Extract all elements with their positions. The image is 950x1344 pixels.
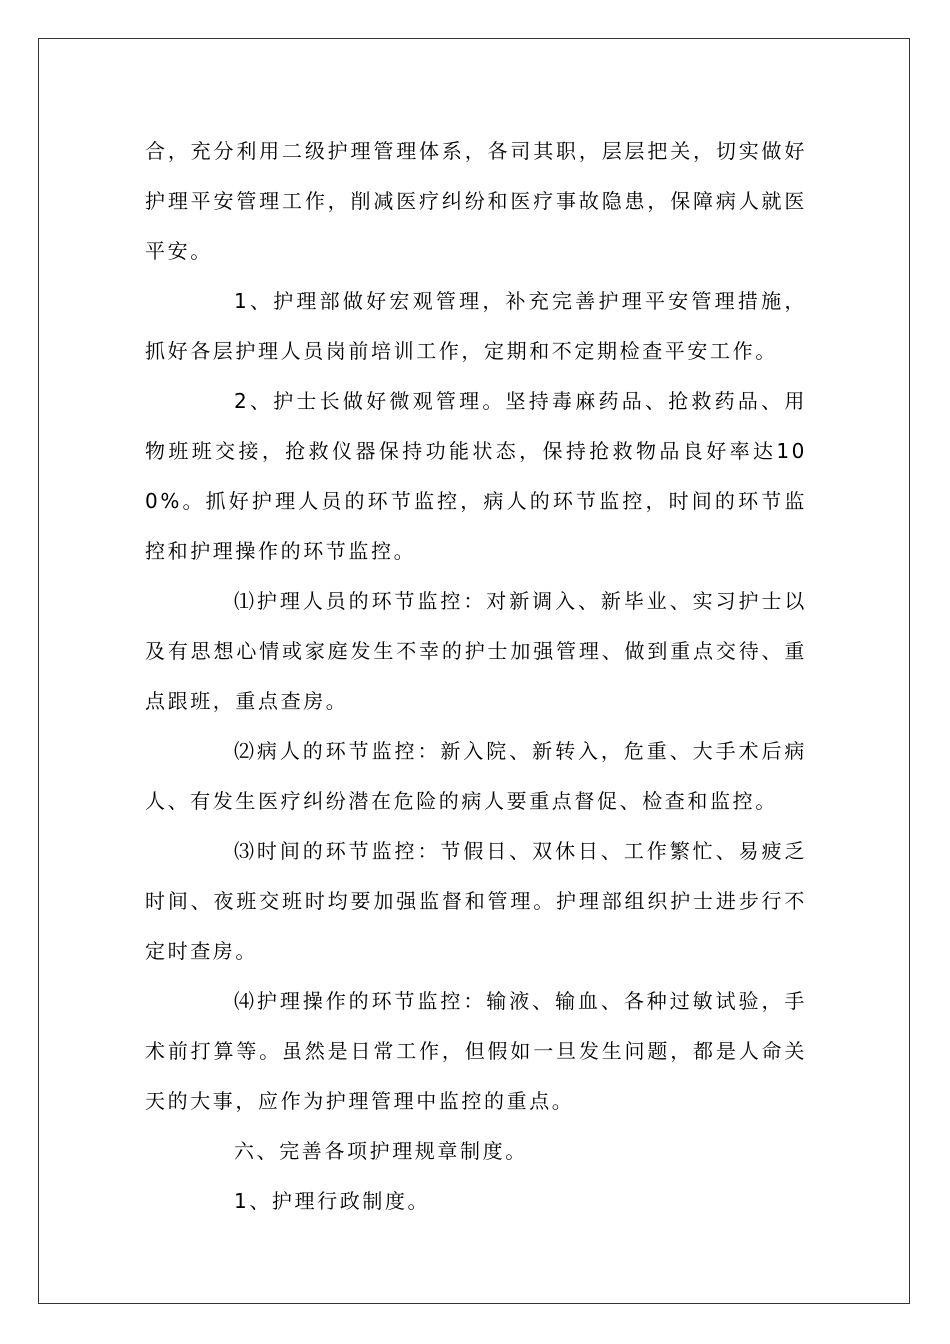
document-body bbox=[145, 126, 807, 1226]
paragraph-1: 合，充分利用二级护理管理体系，各司其职，层层把关，切实做好护理平安管理工作，削减医疗纠纷和医疗事故隐患，保障病人就医平安。 bbox=[145, 139, 807, 263]
paragraph-2: 1、护理部做好宏观管理，补充完善护理平安管理措施，抓好各层护理人员岗前培训工作，定期和不定期检查平安工作。 bbox=[145, 289, 807, 363]
section-heading: 六、完善各项护理规章制度。 bbox=[234, 1139, 528, 1163]
subsection-heading: 1、护理行政制度。 bbox=[234, 1189, 431, 1213]
paragraph-3: 2、护士长做好微观管理。坚持毒麻药品、抢救药品、用物班班交接，抢救仪器保持功能状态，保持抢救物品良好率达100%。抓好护理人员的环节监控，病人的环节监控，时间的环节监控和护理操作的环节监控。 bbox=[145, 389, 807, 563]
paragraph-6: ⑶时间的环节监控：节假日、双休日、工作繁忙、易疲乏时间、夜班交班时均要加强监督和管理。护理部组织护士进步行不定时查房。 bbox=[145, 839, 807, 963]
paragraph-5: ⑵病人的环节监控：新入院、新转入，危重、大手术后病人、有发生医疗纠纷潜在危险的病人要重点督促、检查和监控。 bbox=[145, 739, 807, 813]
paragraph-7: ⑷护理操作的环节监控：输液、输血、各种过敏试验，手术前打算等。虽然是日常工作，但假如一旦发生问题，都是人命关天的大事，应作为护理管理中监控的重点。 bbox=[145, 989, 807, 1113]
paragraph-4: ⑴护理人员的环节监控：对新调入、新毕业、实习护士以及有思想心情或家庭发生不幸的护士加强管理、做到重点交待、重点跟班，重点查房。 bbox=[145, 589, 807, 713]
